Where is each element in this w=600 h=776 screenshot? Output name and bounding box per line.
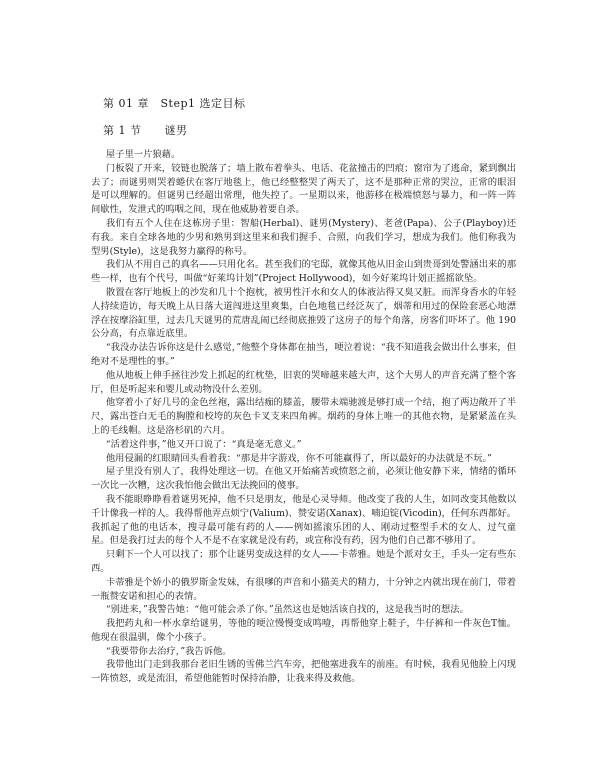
paragraph: 门板裂了开来，铰链也脱落了；墙上散布着拳头、电话、花盆撞击的凹痕；窗帘为了逃命，紧到飘出去了；而谜男则哭着蜷伏在客厅地毯上，他已经整整哭了两天了，这不是那种正常的哭泣，正常的眼泪是可以理解的。但谜男已经超出常理，他失控了。一星期以来，他游移在极端愤怒与暴力，和一阵一阵间歇性，发泄式的呜咽之间，现在他威胁着要自杀。 (91, 162, 516, 216)
paragraph: “我要带你去治疗，”我告诉他。 (105, 645, 232, 657)
body-text (91, 148, 516, 686)
paragraph: 他从地板上伸手拯往沙发上抓起的红枕垫，旧衷的哭啼越来越大声，这个大男人的声音充满了整个客厅，但是听起来和婴儿或动物没什么差别。 (91, 369, 516, 395)
paragraph: “我没办法告诉你这是什么感觉，”他整个身体都在抽当，哽泣着说：“我不知道我会做出什么事来，但绝对不是理性的事。” (91, 342, 516, 367)
paragraph: 只剩下一个人可以找了；那个让谜男变成这样的女人——卡蒂雅。她是个派对女王，手头一定有些东西。 (91, 549, 516, 574)
paragraph: 他穿着小了好几号的金色丝袍，露出结痂的膝盖，腰带未端驰渡是够打成一个结，抱了两边敞开了半尺，露出苍白无毛的胸膛和校垮的灰色卡叉支来四角裤。烟药的身体上唯一的其他衣物，是紧紧盖在头上的毛线帽。这是洛杉矶的六月。 (91, 397, 516, 436)
paragraph: “别进来，”我警告她：“他可能会杀了你。”虽然这也是她活该自找的，这是我当时的想法。 (105, 604, 469, 616)
paragraph: 我们有五个人住在这栋房子里：智船(Herbal)、谜男(Mystery)、老爸(Papa)、公子(Playboy)还有我。来自全球各地的少男和熟男到这里来和我们握手、合照，向我们学习，想成为我们。他们称我为型男(Style)，这是我努力赢得的称号。 (91, 217, 516, 257)
paragraph: 屋子里一片狼藉。 (105, 149, 181, 160)
paragraph: 屋子里没有别人了，我得处理这一切。在他又开始痛苦或愤怒之前，必须让他安静下来，情绪的循环一次比一次糟，这次我怕他会做出无法挽回的傻事。 (91, 466, 516, 492)
paragraph: 我把药丸和一杯水拿给谜男，等他的哽泣慢慢变成鸣噎，再帮他穿上鞋子，牛仔裤和一件灰色T恤。他现在很温驯，像个小孩子。 (91, 618, 516, 643)
chapter-heading: 第 01 章 Step1 选定目标 (103, 97, 246, 110)
paragraph: 他用侵漏的红眼睛回头看着我：“那是井字游戏，你不可能赢得了，所以最好的办法就是不玩。” (105, 452, 492, 464)
paragraph: 我们从不用自己的真名——只用化名。甚至我们的宅邸，就像其他从旧金山到贵哥到处警涵出来的那些一样，也有个代号，叫做“好莱坞计划”(Project Hollywood)，如今好莱坞计划正摇摇欲坠。 (91, 259, 516, 285)
paragraph: 我不能眼睁睁看着谜男死掉，他不只是朋友，他是心灵导师。他改变了我的人生，如同改变其他数以千计像我一样的人。我得帮他弄点烦宁(Valium)、赞安诺(Xanax)、喃迫锭(Vicodin)，任何东西都好。我抓起了他的电话本，搜寻最可能有药的人——例如摇滚乐团的人、刚动过整型手术的女人、过气童星。但是我打过去的每个人不是不在家就是没有药，或宣称没有药，因为他们自己都不够用了。 (91, 493, 516, 547)
paragraph: “活着这件事，”他又开口说了：“真是毫无意义。” (105, 438, 302, 450)
section-heading: 第 1 节 谜男 (103, 124, 188, 137)
paragraph: 我带他出门走到我那台老旧生锈的雪佛兰汽车旁，把他塞进我车的前座。有时候，我看见他脸上闪现一阵愤怒，或是流泪，希望他能暂时保持治静，让我来得及救他。 (91, 659, 516, 685)
paragraph: 卡蒂雅是个娇小的俄罗斯金发妹，有很嗲的声音和小猫美犬的精力，十分钟之内就出现在前门，带着一瓶赞安诺和担心的表情。 (91, 576, 516, 602)
paragraph: 散置在客厅地板上的沙发和几十个抱枕，被男性汗水和女人的体液沾得又臭又脏。而浑身香水的年轻人持续造访，每天晚上从日落大道闯进这里爽集，白色地毯已经泛灰了，烟蒂和用过的保险套恶心地漂浮在按摩浴缸里，过去几天谜男的荒唐乱闹已经彻底推毁了这房子的每个角落，房客们吓坏了。他 190 公分高，有点靠近底里。 (91, 286, 516, 340)
